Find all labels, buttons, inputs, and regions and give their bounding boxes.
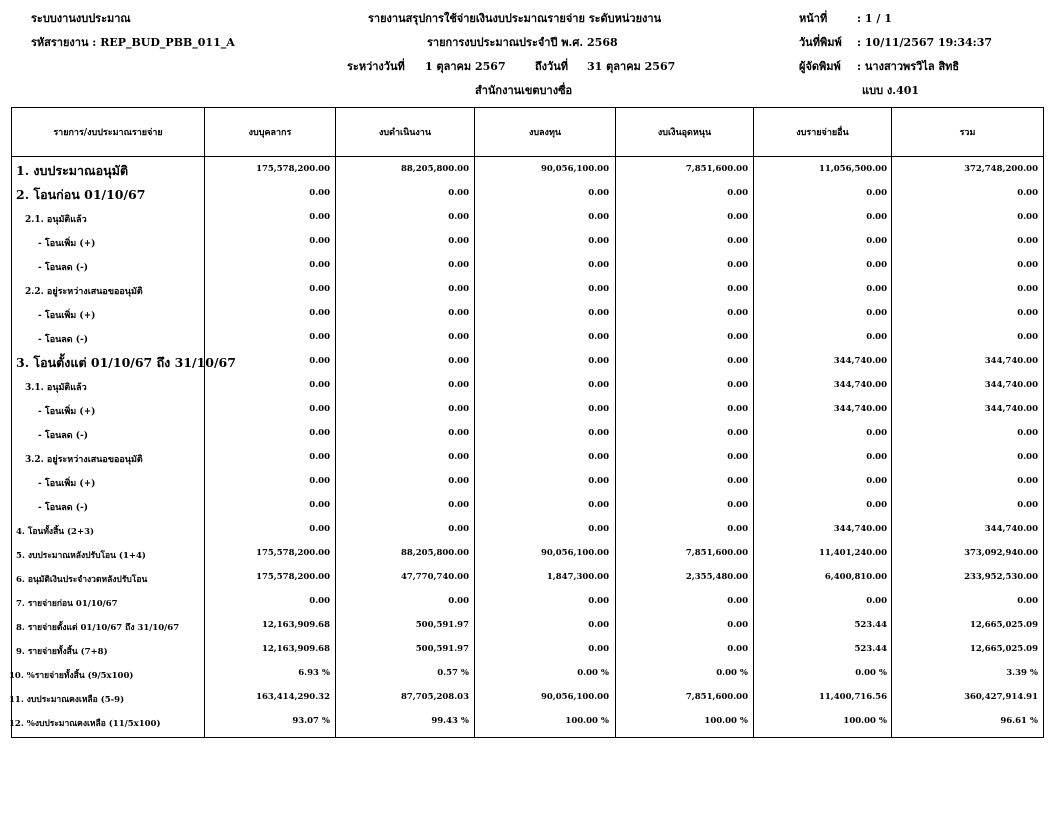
cell-personnel: 0.00 [309, 428, 330, 438]
row-label: - โอนลด (-) [38, 335, 89, 345]
table-row [9, 662, 1043, 686]
table-row [12, 278, 1043, 302]
cell-personnel: 175,578,200.00 [256, 548, 330, 558]
cell-total: 3.39 % [1006, 668, 1038, 678]
table-row [12, 422, 1043, 446]
cell-investment: 0.00 [588, 524, 609, 534]
table-row [12, 350, 1043, 374]
report-title: รายงานสรุปการใช้จ่ายเงินงบประมาณรายจ่าย ระดับหน่วยงาน [368, 12, 662, 25]
system-name: ระบบงานงบประมาณ [31, 12, 131, 25]
cell-total: 0.00 [1017, 260, 1038, 270]
cell-personnel: 0.00 [309, 452, 330, 462]
cell-total: 344,740.00 [984, 524, 1038, 534]
cell-subsidy: 0.00 [727, 236, 748, 246]
cell-subsidy: 0.00 [727, 452, 748, 462]
cell-personnel: 0.00 [309, 212, 330, 222]
cell-personnel: 0.00 [309, 332, 330, 342]
cell-investment: 0.00 [588, 284, 609, 294]
row-label: - โอนลด (-) [38, 263, 89, 273]
cell-personnel: 0.00 [309, 260, 330, 270]
table-row [12, 566, 1043, 590]
page-number: : 1 / 1 [857, 12, 892, 25]
cell-other: 344,740.00 [833, 404, 887, 414]
cell-other: 523.44 [854, 644, 887, 654]
col-header-other: งบรายจ่ายอื่น [796, 128, 849, 138]
cell-total: 0.00 [1017, 500, 1038, 510]
cell-investment: 0.00 [588, 260, 609, 270]
cell-operations: 0.00 [448, 260, 469, 270]
cell-personnel: 0.00 [309, 596, 330, 606]
cell-total: 344,740.00 [984, 404, 1038, 414]
cell-personnel: 0.00 [309, 380, 330, 390]
cell-total: 0.00 [1017, 476, 1038, 486]
print-date-label: วันที่พิมพ์ [799, 36, 842, 49]
cell-subsidy: 7,851,600.00 [685, 164, 748, 174]
cell-operations: 0.00 [448, 524, 469, 534]
cell-other: 0.00 [866, 308, 887, 318]
cell-subsidy: 0.00 [727, 476, 748, 486]
cell-other: 11,401,240.00 [818, 548, 887, 558]
cell-other: 6,400,810.00 [824, 572, 887, 582]
cell-personnel: 0.00 [309, 188, 330, 198]
cell-operations: 0.00 [448, 380, 469, 390]
cell-operations: 0.00 [448, 236, 469, 246]
cell-operations: 99.43 % [431, 716, 469, 726]
table-row [12, 206, 1043, 230]
cell-investment: 0.00 [588, 428, 609, 438]
cell-subsidy: 0.00 [727, 212, 748, 222]
cell-personnel: 0.00 [309, 308, 330, 318]
cell-operations: 0.00 [448, 596, 469, 606]
office-name: สำนักงานเขตบางซื่อ [475, 84, 573, 97]
cell-subsidy: 0.00 [727, 596, 748, 606]
row-label: 5. งบประมาณหลังปรับโอน (1+4) [16, 551, 146, 561]
cell-total: 360,427,914.91 [964, 692, 1038, 702]
cell-investment: 0.00 [588, 236, 609, 246]
cell-personnel: 12,163,909.68 [261, 620, 330, 630]
table-row [12, 446, 1043, 470]
cell-investment: 0.00 [588, 356, 609, 366]
cell-investment: 0.00 [588, 452, 609, 462]
cell-personnel: 0.00 [309, 356, 330, 366]
cell-personnel: 175,578,200.00 [256, 572, 330, 582]
cell-other: 0.00 [866, 500, 887, 510]
row-label: 1. งบประมาณอนุมัติ [16, 163, 129, 178]
cell-investment: 100.00 % [565, 716, 609, 726]
row-label: 2.1. อนุมัติแล้ว [25, 215, 87, 225]
cell-total: 0.00 [1017, 236, 1038, 246]
table-row [12, 518, 1043, 542]
cell-personnel: 12,163,909.68 [261, 644, 330, 654]
form-code: แบบ ง.401 [862, 84, 920, 97]
table-row [12, 254, 1043, 278]
row-label: 12. %งบประมาณคงเหลือ (11/5x100) [9, 719, 161, 729]
table-row [9, 686, 1043, 710]
cell-investment: 90,056,100.00 [540, 548, 609, 558]
cell-subsidy: 7,851,600.00 [685, 548, 748, 558]
cell-subsidy: 100.00 % [704, 716, 748, 726]
cell-investment: 0.00 [588, 308, 609, 318]
cell-investment: 0.00 [588, 404, 609, 414]
cell-operations: 47,770,740.00 [400, 572, 469, 582]
cell-subsidy: 0.00 [727, 332, 748, 342]
table-row [12, 542, 1043, 566]
cell-personnel: 163,414,290.32 [256, 692, 330, 702]
cell-subsidy: 0.00 [727, 500, 748, 510]
table-row [12, 494, 1043, 518]
cell-subsidy: 0.00 [727, 404, 748, 414]
cell-investment: 0.00 % [577, 668, 609, 678]
cell-total: 0.00 [1017, 284, 1038, 294]
cell-subsidy: 0.00 [727, 644, 748, 654]
cell-investment: 0.00 [588, 332, 609, 342]
row-label: 7. รายจ่ายก่อน 01/10/67 [16, 599, 118, 609]
row-label: - โอนเพิ่ม (+) [38, 311, 96, 321]
cell-subsidy: 0.00 [727, 188, 748, 198]
cell-total: 373,092,940.00 [964, 548, 1038, 558]
cell-operations: 88,205,800.00 [400, 548, 469, 558]
period-to-label: ถึงวันที่ [535, 60, 568, 73]
cell-total: 0.00 [1017, 452, 1038, 462]
cell-investment: 0.00 [588, 620, 609, 630]
row-label: 8. รายจ่ายตั้งแต่ 01/10/67 ถึง 31/10/67 [16, 623, 180, 633]
cell-investment: 0.00 [588, 644, 609, 654]
cell-investment: 0.00 [588, 476, 609, 486]
cell-operations: 0.00 [448, 332, 469, 342]
cell-operations: 0.00 [448, 212, 469, 222]
col-header-operations: งบดำเนินงาน [379, 128, 431, 138]
row-label: 3.1. อนุมัติแล้ว [25, 383, 87, 393]
cell-total: 12,665,025.09 [969, 620, 1038, 630]
period-label: ระหว่างวันที่ [347, 60, 405, 73]
row-label: 11. งบประมาณคงเหลือ (5-9) [9, 695, 125, 705]
cell-other: 344,740.00 [833, 380, 887, 390]
table-row [12, 398, 1043, 422]
cell-other: 0.00 [866, 596, 887, 606]
cell-subsidy: 0.00 [727, 524, 748, 534]
cell-personnel: 93.07 % [292, 716, 330, 726]
row-label: 3.2. อยู่ระหว่างเสนอขออนุมัติ [25, 455, 143, 465]
table-row [12, 614, 1043, 638]
cell-operations: 0.00 [448, 356, 469, 366]
table-row [12, 302, 1043, 326]
cell-other: 0.00 [866, 212, 887, 222]
col-header-investment: งบลงทุน [528, 128, 562, 138]
cell-subsidy: 0.00 [727, 356, 748, 366]
cell-personnel: 0.00 [309, 404, 330, 414]
cell-subsidy: 0.00 [727, 620, 748, 630]
row-label: 6. อนุมัติเงินประจำงวดหลังปรับโอน [16, 575, 148, 585]
period-end: 31 ตุลาคม 2567 [587, 60, 676, 73]
cell-other: 344,740.00 [833, 356, 887, 366]
cell-subsidy: 0.00 [727, 380, 748, 390]
budget-summary-table [11, 107, 1044, 738]
header-divider [12, 156, 1043, 157]
col-header-subsidy: งบเงินอุดหนุน [657, 128, 712, 138]
cell-operations: 0.00 [448, 308, 469, 318]
cell-operations: 0.00 [448, 476, 469, 486]
row-label: - โอนเพิ่ม (+) [38, 407, 96, 417]
cell-investment: 90,056,100.00 [540, 692, 609, 702]
cell-other: 523.44 [854, 620, 887, 630]
cell-other: 11,056,500.00 [818, 164, 887, 174]
cell-operations: 0.57 % [437, 668, 469, 678]
row-label: 2.2. อยู่ระหว่างเสนอขออนุมัติ [25, 287, 143, 297]
cell-subsidy: 0.00 % [716, 668, 748, 678]
printer-label: ผู้จัดพิมพ์ [799, 60, 841, 73]
row-label: - โอนลด (-) [38, 431, 89, 441]
table-row [12, 326, 1043, 350]
table-row [12, 638, 1043, 662]
row-label: 4. โอนทั้งสิ้น (2+3) [16, 527, 95, 537]
printer-name: : นางสาวพรวิไล สิทธิ [857, 60, 960, 73]
cell-other: 344,740.00 [833, 524, 887, 534]
cell-personnel: 175,578,200.00 [256, 164, 330, 174]
cell-total: 12,665,025.09 [969, 644, 1038, 654]
table-row [12, 230, 1043, 254]
period-start: 1 ตุลาคม 2567 [425, 60, 506, 73]
cell-investment: 1,847,300.00 [546, 572, 609, 582]
cell-subsidy: 7,851,600.00 [685, 692, 748, 702]
table-row [12, 374, 1043, 398]
cell-investment: 0.00 [588, 380, 609, 390]
cell-total: 0.00 [1017, 308, 1038, 318]
cell-other: 0.00 [866, 332, 887, 342]
row-label: 10. %รายจ่ายทั้งสิ้น (9/5x100) [9, 671, 134, 681]
cell-total: 344,740.00 [984, 380, 1038, 390]
row-label: - โอนเพิ่ม (+) [38, 239, 96, 249]
cell-total: 0.00 [1017, 188, 1038, 198]
cell-other: 0.00 [866, 260, 887, 270]
cell-total: 344,740.00 [984, 356, 1038, 366]
row-label: - โอนเพิ่ม (+) [38, 479, 96, 489]
cell-investment: 90,056,100.00 [540, 164, 609, 174]
cell-operations: 500,591.97 [415, 620, 469, 630]
cell-total: 0.00 [1017, 332, 1038, 342]
cell-total: 233,952,530.00 [964, 572, 1038, 582]
cell-other: 11,400,716.56 [818, 692, 887, 702]
cell-operations: 0.00 [448, 428, 469, 438]
cell-personnel: 0.00 [309, 524, 330, 534]
col-header-personnel: งบบุคลากร [248, 128, 292, 138]
cell-investment: 0.00 [588, 212, 609, 222]
col-header-total: รวม [959, 128, 976, 138]
cell-investment: 0.00 [588, 188, 609, 198]
cell-personnel: 6.93 % [298, 668, 330, 678]
cell-other: 0.00 [866, 476, 887, 486]
cell-operations: 500,591.97 [415, 644, 469, 654]
cell-other: 0.00 % [855, 668, 887, 678]
table-row [12, 158, 1043, 182]
print-date-value: : 10/11/2567 19:34:37 [857, 36, 993, 49]
cell-personnel: 0.00 [309, 284, 330, 294]
cell-other: 0.00 [866, 188, 887, 198]
cell-operations: 0.00 [448, 188, 469, 198]
cell-other: 0.00 [866, 452, 887, 462]
table-row [9, 710, 1043, 734]
cell-total: 96.61 % [1000, 716, 1038, 726]
cell-operations: 0.00 [448, 500, 469, 510]
cell-total: 0.00 [1017, 428, 1038, 438]
report-code: รหัสรายงาน : REP_BUD_PBB_011_A [31, 36, 235, 49]
report-subtitle: รายการงบประมาณประจำปี พ.ศ. 2568 [427, 36, 618, 49]
table-row [12, 182, 1043, 206]
cell-operations: 0.00 [448, 404, 469, 414]
cell-subsidy: 2,355,480.00 [685, 572, 748, 582]
cell-personnel: 0.00 [309, 476, 330, 486]
cell-subsidy: 0.00 [727, 428, 748, 438]
row-label: - โอนลด (-) [38, 503, 89, 513]
cell-total: 0.00 [1017, 212, 1038, 222]
cell-other: 0.00 [866, 284, 887, 294]
table-row [12, 470, 1043, 494]
cell-subsidy: 0.00 [727, 308, 748, 318]
cell-personnel: 0.00 [309, 236, 330, 246]
cell-subsidy: 0.00 [727, 260, 748, 270]
cell-investment: 0.00 [588, 596, 609, 606]
cell-total: 372,748,200.00 [964, 164, 1038, 174]
cell-other: 0.00 [866, 236, 887, 246]
cell-operations: 87,705,208.03 [400, 692, 469, 702]
cell-operations: 0.00 [448, 284, 469, 294]
cell-total: 0.00 [1017, 596, 1038, 606]
cell-operations: 0.00 [448, 452, 469, 462]
table-row [12, 590, 1043, 614]
cell-subsidy: 0.00 [727, 284, 748, 294]
row-label: 2. โอนก่อน 01/10/67 [16, 187, 146, 202]
cell-operations: 88,205,800.00 [400, 164, 469, 174]
cell-personnel: 0.00 [309, 500, 330, 510]
cell-other: 100.00 % [843, 716, 887, 726]
cell-other: 0.00 [866, 428, 887, 438]
page-label: หน้าที่ [799, 12, 828, 25]
cell-investment: 0.00 [588, 500, 609, 510]
row-label: 3. โอนตั้งแต่ 01/10/67 ถึง 31/10/67 [16, 355, 236, 370]
col-header-item: รายการ/งบประมาณรายจ่าย [53, 128, 163, 138]
row-label: 9. รายจ่ายทั้งสิ้น (7+8) [16, 647, 108, 657]
